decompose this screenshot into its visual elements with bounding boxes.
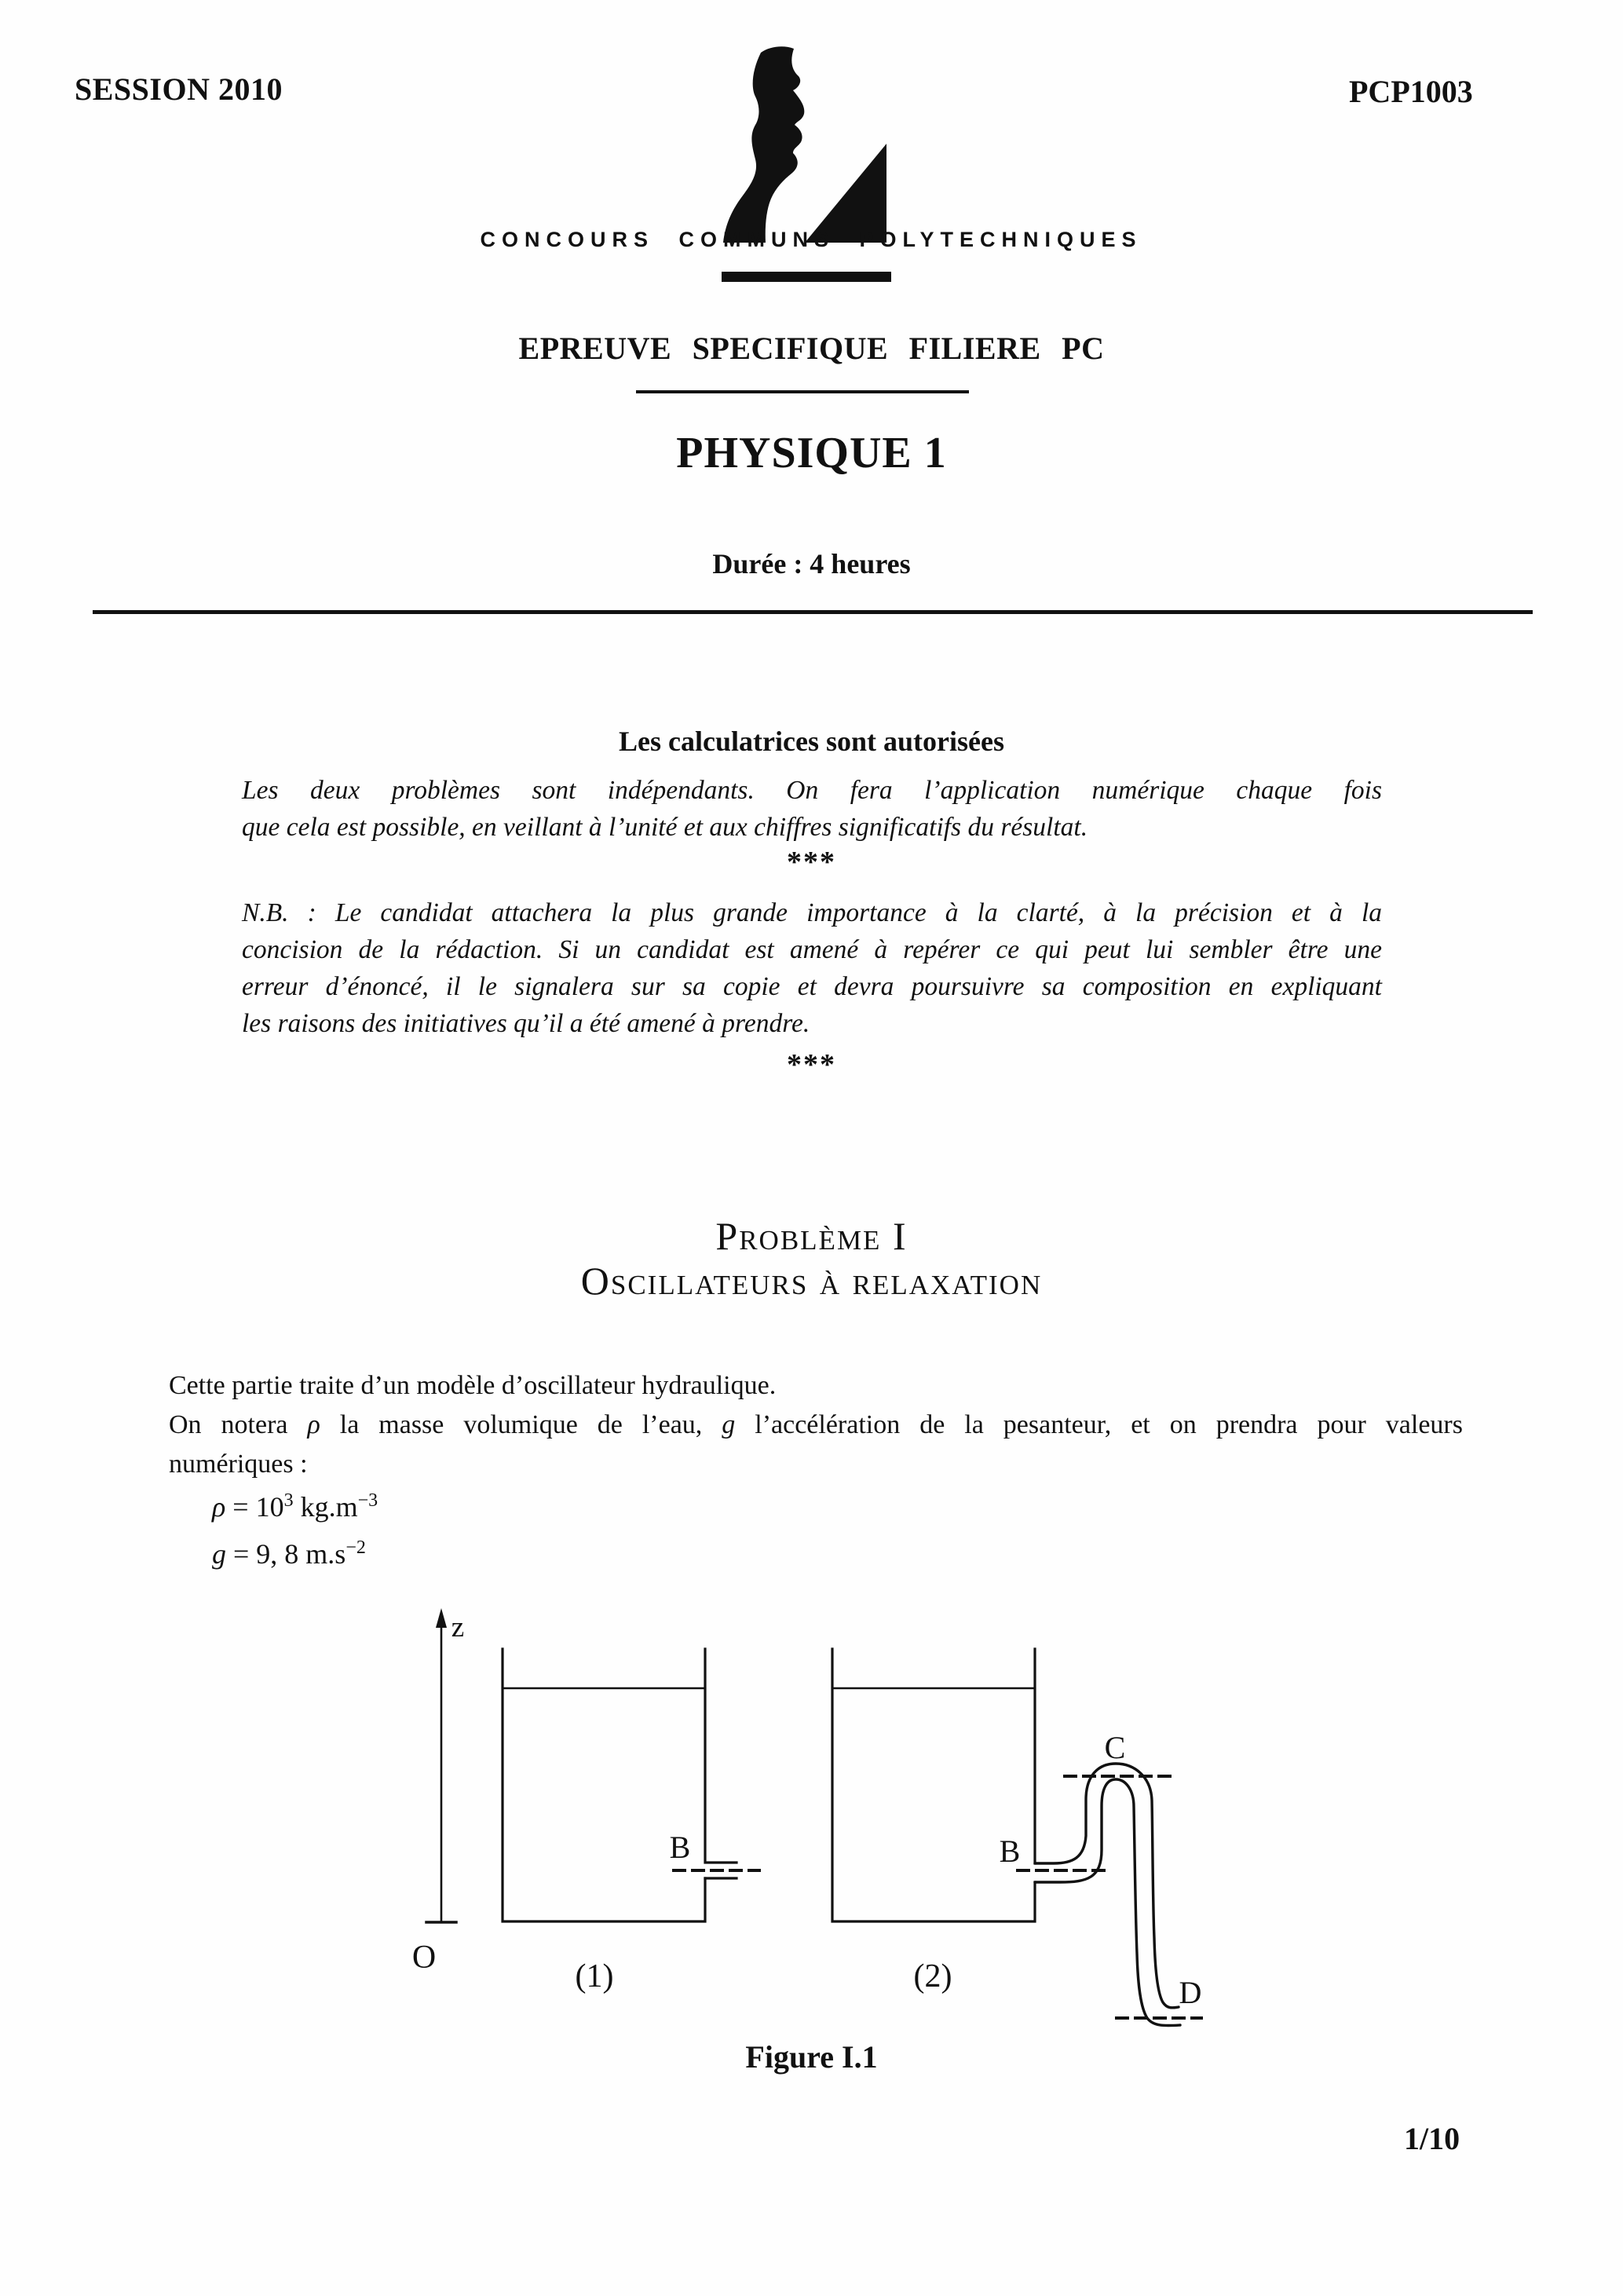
subject-title: PHYSIQUE 1 — [676, 429, 947, 477]
point-b1-label: B — [669, 1830, 691, 1865]
equation-rho: $\rho = 10^3$ $kg.m^{-3}$ — [212, 1490, 378, 1523]
nb-line-4: les raisons des initiatives qu’il a été amené à prendre. — [242, 1009, 810, 1038]
duration-label: Durée : 4 heures — [712, 548, 911, 579]
epreuve-underline — [636, 390, 969, 393]
rho-unit-exponent: −3 — [357, 1490, 378, 1511]
tank1-left-bottom-walls — [503, 1649, 705, 1921]
problem-line-2: On notera ρ la masse volumique de l’eau, g l’accélération de la pesanteur, et on prendra pour valeurs — [169, 1410, 1463, 1439]
g-symbol: g — [722, 1410, 736, 1439]
problem-line-3: numériques : — [169, 1450, 308, 1479]
logo-caption: CONCOURS COMMUNS POLYTECHNIQUES — [480, 228, 1142, 251]
horizontal-rule — [93, 610, 1533, 614]
nb-line-1: N.B. : Le candidat attachera la plus grande importance à la clarté, à la précision et à la — [242, 898, 1382, 927]
point-b2-label: B — [999, 1834, 1021, 1869]
intro-line-1: Les deux problèmes sont indépendants. On fera l’application numérique chaque fois — [242, 776, 1382, 805]
equation-g: g = 9, 8 $m.s^{-2}$ — [212, 1537, 366, 1570]
logo-face-profile-shape — [723, 46, 804, 243]
tank1-right-wall-and-spout — [705, 1649, 737, 1863]
calculators-notice: Les calculatrices sont autorisées — [619, 726, 1004, 757]
nb-line-2: concision de la rédaction. Si un candidat est amené à repérer ce qui peut lui sembler être une — [242, 935, 1382, 964]
problem-line-1: Cette partie traite d’un modèle d’oscillateur hydraulique. — [169, 1371, 777, 1400]
separator-stars-1: *** — [787, 846, 836, 879]
nb-paragraph — [242, 894, 1382, 1042]
tank2-left-bottom-walls — [832, 1649, 1035, 1921]
intro-line-2: que cela est possible, en veillant à l’unité et aux chiffres significatifs du résultat. — [242, 813, 1088, 842]
nb-line-3: erreur d’énoncé, il le signalera sur sa copie et devra poursuivre sa composition en expliquant — [242, 972, 1382, 1001]
figure-1-diagram — [345, 1598, 1335, 2038]
ccp-logo — [721, 43, 893, 246]
rho-symbol: ρ — [307, 1410, 320, 1439]
z-axis-label: z — [451, 1611, 465, 1643]
problem-title: Problème I — [715, 1214, 908, 1258]
point-d-label: D — [1179, 1975, 1202, 2010]
z-axis-arrowhead — [436, 1608, 447, 1628]
intro-paragraph — [242, 772, 1382, 846]
subject-code: PCP1003 — [1349, 74, 1473, 109]
siphon-tube-outer-line — [1035, 1764, 1179, 2008]
rho-exponent: 3 — [283, 1490, 294, 1511]
separator-stars-2: *** — [787, 1048, 836, 1081]
point-c-label: C — [1104, 1730, 1126, 1765]
problem-subtitle: Oscillateurs à relaxation — [580, 1259, 1043, 1303]
figure-caption: Figure I.1 — [745, 2039, 878, 2075]
epreuve-title: EPREUVE SPECIFIQUE FILIERE PC — [518, 331, 1105, 366]
page-number: 1/10 — [1404, 2121, 1460, 2156]
origin-label: O — [411, 1940, 437, 1976]
logo-underline-bar — [722, 272, 891, 282]
g-exponent: −2 — [345, 1537, 366, 1558]
tank2-number-label: (2) — [913, 1958, 952, 1994]
session-label: SESSION 2010 — [75, 71, 283, 107]
tank1-number-label: (1) — [575, 1958, 614, 1994]
problem-intro-paragraph — [169, 1366, 1463, 1484]
